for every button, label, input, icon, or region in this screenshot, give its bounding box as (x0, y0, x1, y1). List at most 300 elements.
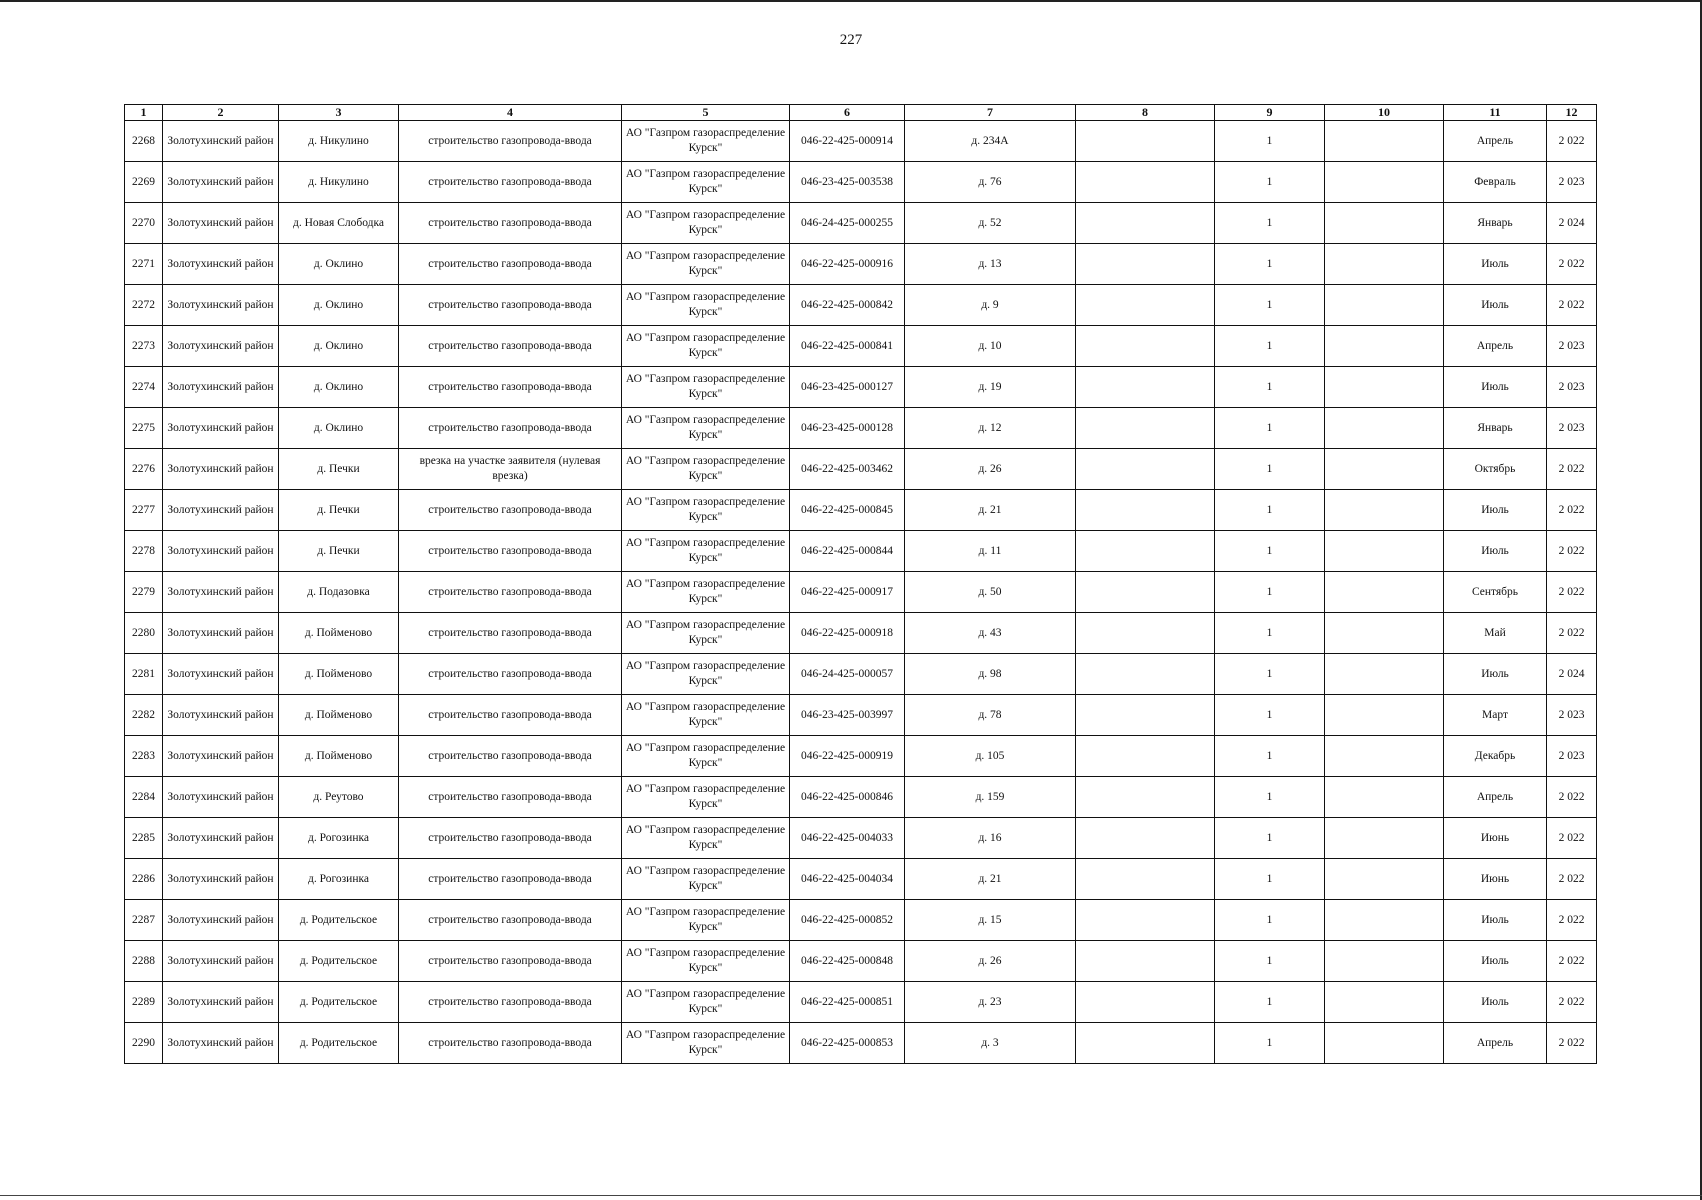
row-number: 2284 (125, 777, 163, 818)
table-row (125, 449, 1597, 490)
col-header-5: 5 (622, 105, 790, 121)
work-type-cell: строительство газопровода-ввода (399, 326, 622, 367)
quantity-cell: 1 (1215, 490, 1325, 531)
col10-cell (1325, 326, 1444, 367)
month-cell: Январь (1444, 203, 1547, 244)
row-number: 2268 (125, 121, 163, 162)
row-number: 2279 (125, 572, 163, 613)
table-row (125, 818, 1597, 859)
month-cell: Июль (1444, 654, 1547, 695)
work-type-cell: строительство газопровода-ввода (399, 121, 622, 162)
month-cell: Март (1444, 695, 1547, 736)
code-cell: 046-22-425-000853 (790, 1023, 905, 1064)
col-header-4: 4 (399, 105, 622, 121)
locality-cell: д. Оклино (279, 367, 399, 408)
year-cell: 2 022 (1547, 531, 1597, 572)
address-cell: д. 159 (905, 777, 1076, 818)
row-number: 2286 (125, 859, 163, 900)
year-cell: 2 022 (1547, 490, 1597, 531)
row-number: 2272 (125, 285, 163, 326)
organization-cell: АО "Газпром газораспределение Курск" (622, 941, 790, 982)
page-top-edge (0, 0, 1702, 2)
year-cell: 2 022 (1547, 818, 1597, 859)
year-cell: 2 022 (1547, 285, 1597, 326)
organization-cell: АО "Газпром газораспределение Курск" (622, 572, 790, 613)
code-cell: 046-22-425-000914 (790, 121, 905, 162)
registry-table (124, 104, 1597, 1064)
month-cell: Июль (1444, 941, 1547, 982)
address-cell: д. 98 (905, 654, 1076, 695)
locality-cell: д. Родительское (279, 941, 399, 982)
work-type-cell: строительство газопровода-ввода (399, 695, 622, 736)
code-cell: 046-24-425-000057 (790, 654, 905, 695)
quantity-cell: 1 (1215, 818, 1325, 859)
locality-cell: д. Пойменово (279, 613, 399, 654)
year-cell: 2 022 (1547, 1023, 1597, 1064)
code-cell: 046-22-425-000842 (790, 285, 905, 326)
page-number: 227 (839, 32, 863, 48)
work-type-cell: строительство газопровода-ввода (399, 490, 622, 531)
address-cell: д. 19 (905, 367, 1076, 408)
month-cell: Июль (1444, 531, 1547, 572)
quantity-cell: 1 (1215, 1023, 1325, 1064)
organization-cell: АО "Газпром газораспределение Курск" (622, 900, 790, 941)
address-cell: д. 3 (905, 1023, 1076, 1064)
col8-cell (1076, 244, 1215, 285)
quantity-cell: 1 (1215, 121, 1325, 162)
year-cell: 2 022 (1547, 859, 1597, 900)
quantity-cell: 1 (1215, 285, 1325, 326)
row-number: 2282 (125, 695, 163, 736)
month-cell: Декабрь (1444, 736, 1547, 777)
organization-cell: АО "Газпром газораспределение Курск" (622, 695, 790, 736)
quantity-cell: 1 (1215, 941, 1325, 982)
quantity-cell: 1 (1215, 654, 1325, 695)
code-cell: 046-22-425-000851 (790, 982, 905, 1023)
col-header-3: 3 (279, 105, 399, 121)
code-cell: 046-22-425-000846 (790, 777, 905, 818)
col8-cell (1076, 859, 1215, 900)
col8-cell (1076, 449, 1215, 490)
row-number: 2277 (125, 490, 163, 531)
work-type-cell: строительство газопровода-ввода (399, 531, 622, 572)
col-header-9: 9 (1215, 105, 1325, 121)
table-row (125, 1023, 1597, 1064)
row-number: 2283 (125, 736, 163, 777)
district-cell: Золотухинский район (163, 736, 279, 777)
year-cell: 2 022 (1547, 941, 1597, 982)
organization-cell: АО "Газпром газораспределение Курск" (622, 1023, 790, 1064)
district-cell: Золотухинский район (163, 203, 279, 244)
quantity-cell: 1 (1215, 736, 1325, 777)
locality-cell: д. Печки (279, 531, 399, 572)
organization-cell: АО "Газпром газораспределение Курск" (622, 449, 790, 490)
work-type-cell: строительство газопровода-ввода (399, 654, 622, 695)
locality-cell: д. Родительское (279, 900, 399, 941)
table-row (125, 121, 1597, 162)
col10-cell (1325, 982, 1444, 1023)
year-cell: 2 024 (1547, 654, 1597, 695)
col8-cell (1076, 777, 1215, 818)
code-cell: 046-22-425-000916 (790, 244, 905, 285)
work-type-cell: строительство газопровода-ввода (399, 736, 622, 777)
year-cell: 2 022 (1547, 900, 1597, 941)
locality-cell: д. Никулино (279, 121, 399, 162)
code-cell: 046-23-425-003997 (790, 695, 905, 736)
col10-cell (1325, 859, 1444, 900)
work-type-cell: строительство газопровода-ввода (399, 203, 622, 244)
col-header-1: 1 (125, 105, 163, 121)
locality-cell: д. Никулино (279, 162, 399, 203)
quantity-cell: 1 (1215, 244, 1325, 285)
quantity-cell: 1 (1215, 613, 1325, 654)
col10-cell (1325, 531, 1444, 572)
month-cell: Май (1444, 613, 1547, 654)
table-row (125, 531, 1597, 572)
table-row (125, 613, 1597, 654)
col10-cell (1325, 777, 1444, 818)
col8-cell (1076, 572, 1215, 613)
quantity-cell: 1 (1215, 900, 1325, 941)
table-row (125, 654, 1597, 695)
col8-cell (1076, 1023, 1215, 1064)
locality-cell: д. Оклино (279, 326, 399, 367)
col8-cell (1076, 736, 1215, 777)
organization-cell: АО "Газпром газораспределение Курск" (622, 613, 790, 654)
organization-cell: АО "Газпром газораспределение Курск" (622, 408, 790, 449)
year-cell: 2 023 (1547, 695, 1597, 736)
district-cell: Золотухинский район (163, 408, 279, 449)
col-header-6: 6 (790, 105, 905, 121)
locality-cell: д. Печки (279, 490, 399, 531)
work-type-cell: строительство газопровода-ввода (399, 572, 622, 613)
address-cell: д. 23 (905, 982, 1076, 1023)
col8-cell (1076, 531, 1215, 572)
address-cell: д. 76 (905, 162, 1076, 203)
col8-cell (1076, 695, 1215, 736)
col10-cell (1325, 121, 1444, 162)
col8-cell (1076, 982, 1215, 1023)
table-body (125, 121, 1597, 1064)
address-cell: д. 26 (905, 449, 1076, 490)
organization-cell: АО "Газпром газораспределение Курск" (622, 285, 790, 326)
organization-cell: АО "Газпром газораспределение Курск" (622, 244, 790, 285)
quantity-cell: 1 (1215, 531, 1325, 572)
month-cell: Июль (1444, 285, 1547, 326)
district-cell: Золотухинский район (163, 1023, 279, 1064)
work-type-cell: врезка на участке заявителя (нулевая врезка) (399, 449, 622, 490)
header-row (125, 105, 1597, 121)
year-cell: 2 024 (1547, 203, 1597, 244)
work-type-cell: строительство газопровода-ввода (399, 285, 622, 326)
address-cell: д. 50 (905, 572, 1076, 613)
code-cell: 046-22-425-004034 (790, 859, 905, 900)
row-number: 2275 (125, 408, 163, 449)
locality-cell: д. Реутово (279, 777, 399, 818)
district-cell: Золотухинский район (163, 654, 279, 695)
col10-cell (1325, 367, 1444, 408)
quantity-cell: 1 (1215, 859, 1325, 900)
table-row (125, 326, 1597, 367)
month-cell: Июль (1444, 982, 1547, 1023)
quantity-cell: 1 (1215, 982, 1325, 1023)
code-cell: 046-22-425-000852 (790, 900, 905, 941)
district-cell: Золотухинский район (163, 695, 279, 736)
address-cell: д. 16 (905, 818, 1076, 859)
quantity-cell: 1 (1215, 408, 1325, 449)
quantity-cell: 1 (1215, 572, 1325, 613)
row-number: 2274 (125, 367, 163, 408)
col10-cell (1325, 654, 1444, 695)
table-row (125, 162, 1597, 203)
col8-cell (1076, 613, 1215, 654)
organization-cell: АО "Газпром газораспределение Курск" (622, 736, 790, 777)
work-type-cell: строительство газопровода-ввода (399, 900, 622, 941)
quantity-cell: 1 (1215, 367, 1325, 408)
work-type-cell: строительство газопровода-ввода (399, 367, 622, 408)
address-cell: д. 11 (905, 531, 1076, 572)
work-type-cell: строительство газопровода-ввода (399, 859, 622, 900)
col8-cell (1076, 203, 1215, 244)
row-number: 2285 (125, 818, 163, 859)
month-cell: Сентябрь (1444, 572, 1547, 613)
row-number: 2271 (125, 244, 163, 285)
row-number: 2278 (125, 531, 163, 572)
address-cell: д. 10 (905, 326, 1076, 367)
year-cell: 2 023 (1547, 408, 1597, 449)
district-cell: Золотухинский район (163, 777, 279, 818)
col-header-11: 11 (1444, 105, 1547, 121)
code-cell: 046-22-425-004033 (790, 818, 905, 859)
table-row (125, 982, 1597, 1023)
month-cell: Июль (1444, 367, 1547, 408)
table-row (125, 941, 1597, 982)
locality-cell: д. Пойменово (279, 654, 399, 695)
code-cell: 046-22-425-000919 (790, 736, 905, 777)
locality-cell: д. Печки (279, 449, 399, 490)
work-type-cell: строительство газопровода-ввода (399, 818, 622, 859)
month-cell: Апрель (1444, 121, 1547, 162)
quantity-cell: 1 (1215, 162, 1325, 203)
col8-cell (1076, 285, 1215, 326)
district-cell: Золотухинский район (163, 818, 279, 859)
address-cell: д. 43 (905, 613, 1076, 654)
district-cell: Золотухинский район (163, 367, 279, 408)
work-type-cell: строительство газопровода-ввода (399, 613, 622, 654)
month-cell: Июнь (1444, 859, 1547, 900)
code-cell: 046-22-425-000918 (790, 613, 905, 654)
col10-cell (1325, 818, 1444, 859)
col10-cell (1325, 572, 1444, 613)
table-row (125, 244, 1597, 285)
address-cell: д. 15 (905, 900, 1076, 941)
district-cell: Золотухинский район (163, 326, 279, 367)
col10-cell (1325, 203, 1444, 244)
locality-cell: д. Рогозинка (279, 859, 399, 900)
organization-cell: АО "Газпром газораспределение Курск" (622, 203, 790, 244)
district-cell: Золотухинский район (163, 900, 279, 941)
table-row (125, 572, 1597, 613)
work-type-cell: строительство газопровода-ввода (399, 777, 622, 818)
year-cell: 2 023 (1547, 162, 1597, 203)
year-cell: 2 022 (1547, 121, 1597, 162)
col-header-2: 2 (163, 105, 279, 121)
month-cell: Октябрь (1444, 449, 1547, 490)
address-cell: д. 78 (905, 695, 1076, 736)
address-cell: д. 234А (905, 121, 1076, 162)
col10-cell (1325, 490, 1444, 531)
col8-cell (1076, 654, 1215, 695)
table-row (125, 900, 1597, 941)
row-number: 2273 (125, 326, 163, 367)
col-header-7: 7 (905, 105, 1076, 121)
quantity-cell: 1 (1215, 326, 1325, 367)
col8-cell (1076, 818, 1215, 859)
col8-cell (1076, 408, 1215, 449)
district-cell: Золотухинский район (163, 572, 279, 613)
col10-cell (1325, 736, 1444, 777)
address-cell: д. 52 (905, 203, 1076, 244)
col10-cell (1325, 1023, 1444, 1064)
address-cell: д. 26 (905, 941, 1076, 982)
table-row (125, 695, 1597, 736)
locality-cell: д. Рогозинка (279, 818, 399, 859)
district-cell: Золотухинский район (163, 859, 279, 900)
month-cell: Июль (1444, 490, 1547, 531)
organization-cell: АО "Газпром газораспределение Курск" (622, 121, 790, 162)
address-cell: д. 21 (905, 490, 1076, 531)
col8-cell (1076, 162, 1215, 203)
page-bottom-edge (0, 1195, 1702, 1196)
organization-cell: АО "Газпром газораспределение Курск" (622, 367, 790, 408)
code-cell: 046-22-425-000845 (790, 490, 905, 531)
locality-cell: д. Новая Слободка (279, 203, 399, 244)
month-cell: Апрель (1444, 777, 1547, 818)
year-cell: 2 023 (1547, 326, 1597, 367)
district-cell: Золотухинский район (163, 941, 279, 982)
month-cell: Апрель (1444, 326, 1547, 367)
col8-cell (1076, 326, 1215, 367)
table-row (125, 285, 1597, 326)
month-cell: Июль (1444, 900, 1547, 941)
table-row (125, 777, 1597, 818)
row-number: 2276 (125, 449, 163, 490)
address-cell: д. 9 (905, 285, 1076, 326)
quantity-cell: 1 (1215, 449, 1325, 490)
district-cell: Золотухинский район (163, 449, 279, 490)
month-cell: Апрель (1444, 1023, 1547, 1064)
col8-cell (1076, 941, 1215, 982)
code-cell: 046-22-425-000848 (790, 941, 905, 982)
table-row (125, 367, 1597, 408)
district-cell: Золотухинский район (163, 490, 279, 531)
work-type-cell: строительство газопровода-ввода (399, 1023, 622, 1064)
col10-cell (1325, 285, 1444, 326)
col10-cell (1325, 695, 1444, 736)
code-cell: 046-22-425-003462 (790, 449, 905, 490)
district-cell: Золотухинский район (163, 121, 279, 162)
table-row (125, 203, 1597, 244)
col10-cell (1325, 162, 1444, 203)
locality-cell: д. Подазовка (279, 572, 399, 613)
month-cell: Январь (1444, 408, 1547, 449)
code-cell: 046-23-425-000128 (790, 408, 905, 449)
code-cell: 046-22-425-000917 (790, 572, 905, 613)
col10-cell (1325, 449, 1444, 490)
address-cell: д. 105 (905, 736, 1076, 777)
col10-cell (1325, 900, 1444, 941)
locality-cell: д. Родительское (279, 1023, 399, 1064)
organization-cell: АО "Газпром газораспределение Курск" (622, 162, 790, 203)
col10-cell (1325, 613, 1444, 654)
year-cell: 2 023 (1547, 736, 1597, 777)
locality-cell: д. Родительское (279, 982, 399, 1023)
locality-cell: д. Пойменово (279, 736, 399, 777)
row-number: 2269 (125, 162, 163, 203)
address-cell: д. 12 (905, 408, 1076, 449)
row-number: 2281 (125, 654, 163, 695)
code-cell: 046-23-425-000127 (790, 367, 905, 408)
organization-cell: АО "Газпром газораспределение Курск" (622, 531, 790, 572)
quantity-cell: 1 (1215, 695, 1325, 736)
work-type-cell: строительство газопровода-ввода (399, 408, 622, 449)
col8-cell (1076, 367, 1215, 408)
quantity-cell: 1 (1215, 777, 1325, 818)
code-cell: 046-23-425-003538 (790, 162, 905, 203)
organization-cell: АО "Газпром газораспределение Курск" (622, 490, 790, 531)
district-cell: Золотухинский район (163, 285, 279, 326)
organization-cell: АО "Газпром газораспределение Курск" (622, 859, 790, 900)
organization-cell: АО "Газпром газораспределение Курск" (622, 654, 790, 695)
table-row (125, 859, 1597, 900)
row-number: 2270 (125, 203, 163, 244)
row-number: 2289 (125, 982, 163, 1023)
work-type-cell: строительство газопровода-ввода (399, 244, 622, 285)
col8-cell (1076, 900, 1215, 941)
year-cell: 2 022 (1547, 572, 1597, 613)
row-number: 2287 (125, 900, 163, 941)
col8-cell (1076, 490, 1215, 531)
code-cell: 046-24-425-000255 (790, 203, 905, 244)
organization-cell: АО "Газпром газораспределение Курск" (622, 326, 790, 367)
work-type-cell: строительство газопровода-ввода (399, 982, 622, 1023)
month-cell: Июль (1444, 244, 1547, 285)
organization-cell: АО "Газпром газораспределение Курск" (622, 818, 790, 859)
year-cell: 2 022 (1547, 449, 1597, 490)
col10-cell (1325, 244, 1444, 285)
code-cell: 046-22-425-000841 (790, 326, 905, 367)
address-cell: д. 21 (905, 859, 1076, 900)
district-cell: Золотухинский район (163, 531, 279, 572)
row-number: 2288 (125, 941, 163, 982)
table-row (125, 490, 1597, 531)
year-cell: 2 022 (1547, 244, 1597, 285)
locality-cell: д. Пойменово (279, 695, 399, 736)
district-cell: Золотухинский район (163, 162, 279, 203)
year-cell: 2 022 (1547, 613, 1597, 654)
col10-cell (1325, 941, 1444, 982)
table-row (125, 736, 1597, 777)
locality-cell: д. Оклино (279, 285, 399, 326)
row-number: 2290 (125, 1023, 163, 1064)
col-header-12: 12 (1547, 105, 1597, 121)
district-cell: Золотухинский район (163, 244, 279, 285)
table-row (125, 408, 1597, 449)
month-cell: Февраль (1444, 162, 1547, 203)
row-number: 2280 (125, 613, 163, 654)
quantity-cell: 1 (1215, 203, 1325, 244)
work-type-cell: строительство газопровода-ввода (399, 162, 622, 203)
